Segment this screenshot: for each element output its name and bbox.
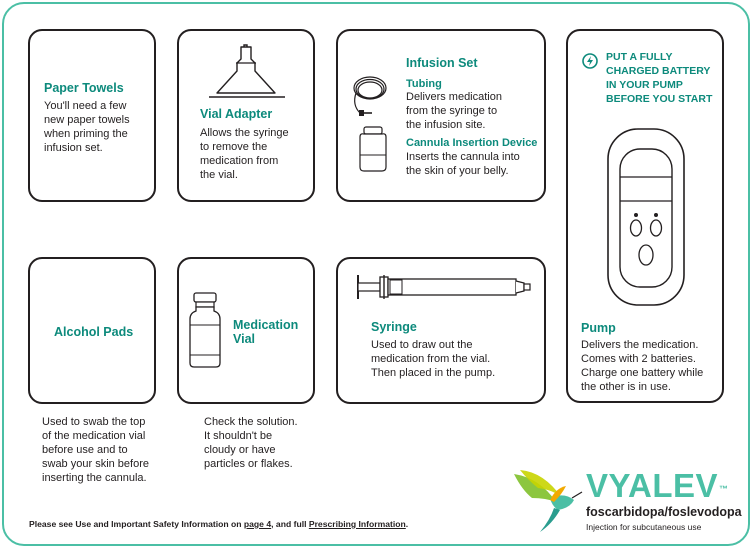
safety-note	[29, 519, 408, 529]
vial-adapter-desc-2: to remove the	[200, 141, 268, 153]
paper-towels-desc-4: infusion set.	[44, 142, 103, 154]
paper-towels-title: Paper Towels	[44, 81, 124, 95]
infusion-set-title: Infusion Set	[406, 56, 478, 70]
battery-note-1: PUT A FULLY	[606, 51, 673, 63]
brand-route: Injection for subcutaneous use	[586, 522, 702, 532]
card-medication-vial	[177, 257, 315, 404]
syringe-icon	[354, 269, 534, 309]
vial-adapter-icon	[189, 41, 309, 101]
card-alcohol-pads	[28, 257, 156, 404]
prescribing-information-link[interactable]: Prescribing Information	[308, 519, 406, 529]
tubing-icon	[346, 71, 396, 121]
tubing-title: Tubing	[406, 78, 442, 90]
medication-vial-desc-2: It shouldn't be	[204, 430, 273, 442]
vial-adapter-desc-3: medication from	[200, 155, 279, 167]
cannula-desc-2: the skin of your belly.	[406, 165, 509, 177]
card-syringe	[336, 257, 546, 404]
alcohol-pads-desc-5: inserting the cannula.	[42, 472, 147, 484]
alcohol-pads-desc-1: Used to swab the top	[42, 416, 146, 428]
safety-note-suffix: .	[405, 519, 409, 529]
card-infusion-set	[336, 29, 546, 202]
medication-vial-title-2: Vial	[233, 332, 256, 346]
cannula-title: Cannula Insertion Device	[406, 137, 538, 149]
safety-note-middle: , and full	[271, 519, 309, 529]
hummingbird-logo	[510, 468, 582, 536]
brand-name	[586, 468, 729, 504]
pump-desc-3: Charge one battery while	[581, 367, 704, 379]
cannula-desc-1: Inserts the cannula into	[406, 151, 520, 163]
medication-vial-desc-3: cloudy or have	[204, 444, 276, 456]
pump-title: Pump	[581, 321, 616, 335]
pump-icon	[606, 127, 686, 307]
battery-icon	[582, 53, 598, 69]
alcohol-pads-title: Alcohol Pads	[54, 325, 134, 339]
paper-towels-desc-2: new paper towels	[44, 114, 130, 126]
brand-generic-name: foscarbidopa/foslevodopa	[586, 505, 742, 519]
pump-desc-1: Delivers the medication.	[581, 339, 699, 351]
card-paper-towels	[28, 29, 156, 202]
tubing-desc-3: the infusion site.	[406, 119, 486, 131]
syringe-desc-1: Used to draw out the	[371, 339, 473, 351]
page-4-link[interactable]: page 4	[243, 519, 272, 529]
battery-note-4: BEFORE YOU START	[606, 93, 713, 105]
medication-vial-desc-4: particles or flakes.	[204, 458, 293, 470]
alcohol-pads-desc-3: before use and to	[42, 444, 128, 456]
brand-name-text: VYALEV	[586, 467, 719, 504]
pump-desc-4: the other is in use.	[581, 381, 671, 393]
vial-adapter-desc-4: the vial.	[200, 169, 238, 181]
alcohol-pads-desc-2: of the medication vial	[42, 430, 146, 442]
syringe-desc-2: medication from the vial.	[371, 353, 491, 365]
alcohol-pads-desc-4: swab your skin before	[42, 458, 149, 470]
syringe-desc-3: Then placed in the pump.	[371, 367, 496, 379]
vial-adapter-title: Vial Adapter	[200, 107, 273, 121]
syringe-title: Syringe	[371, 320, 417, 334]
card-vial-adapter	[177, 29, 315, 202]
medication-vial-title-1: Medication	[233, 318, 299, 332]
vial-adapter-desc-1: Allows the syringe	[200, 127, 289, 139]
safety-note-prefix: Please see Use and Important Safety Information on	[29, 519, 244, 529]
tubing-desc-2: from the syringe to	[406, 105, 498, 117]
medication-vial-desc-1: Check the solution.	[204, 416, 298, 428]
paper-towels-desc-1: You'll need a few	[44, 100, 127, 112]
brand-trademark: ™	[719, 484, 729, 494]
pump-desc-2: Comes with 2 batteries.	[581, 353, 696, 365]
tubing-desc-1: Delivers medication	[406, 91, 502, 103]
card-pump	[566, 29, 724, 403]
battery-note-3: IN YOUR PUMP	[606, 79, 683, 91]
battery-note-2: CHARGED BATTERY	[606, 65, 711, 77]
vial-icon	[187, 291, 223, 371]
cannula-device-icon	[354, 125, 394, 175]
paper-towels-desc-3: when priming the	[44, 128, 128, 140]
